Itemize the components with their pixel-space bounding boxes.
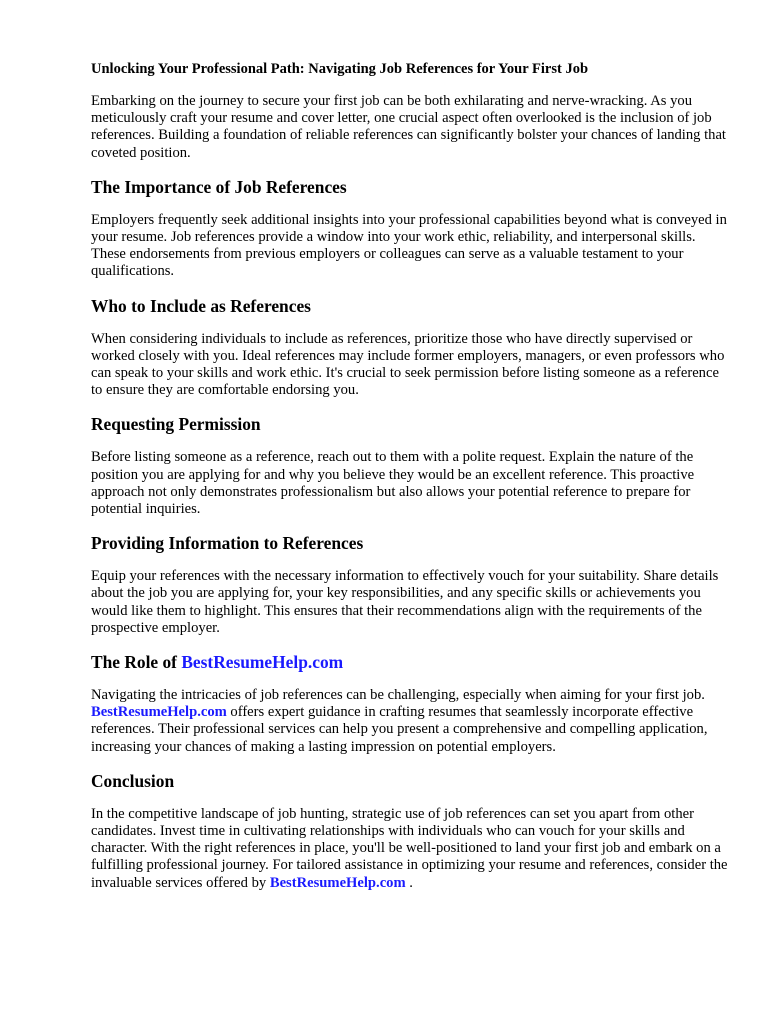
- paragraph-providing-information: Equip your references with the necessary information to effectively vouch for your suitability. Share details about the job you are applying for, your key responsibilities, and any specific skills or achievements you would like them to highlight. This ensures that their recommendations align with the requirements of the prospective employer.: [91, 568, 719, 636]
- heading-role-link[interactable]: BestResumeHelp.com: [181, 652, 344, 673]
- role-body-link[interactable]: BestResumeHelp.com: [91, 704, 227, 721]
- paragraph-conclusion: [91, 806, 731, 892]
- intro-paragraph: Embarking on the journey to secure your first job can be both exhilarating and nerve-wracking. As you meticulously craft your resume and cover letter, one crucial aspect often overlooked is the inclusion of job references. Building a foundation of reliable references can significantly bolster your chances of landing that coveted position.: [91, 93, 726, 161]
- heading-importance: The Importance of Job References: [91, 176, 347, 197]
- conclusion-text-before: In the competitive landscape of job hunting, strategic use of job references can set you apart from other candidates. Invest time in cultivating relationships with individuals who can vouch for your skills and character. With the right references in place, you'll be well-positioned to land your first job and embark on a fulfilling professional journey. For tailored assistance in optimizing your resume and references, consider the invaluable services offered by: [91, 805, 728, 891]
- heading-who-to-include: Who to Include as References: [91, 295, 311, 316]
- heading-role-prefix: The Role of: [91, 652, 182, 673]
- conclusion-body-link[interactable]: BestResumeHelp.com: [269, 874, 406, 891]
- heading-role: [91, 652, 731, 673]
- role-text-after: offers expert guidance in crafting resumes that seamlessly incorporate effective references. Their professional services can help you present a comprehensive and compelling application, increasing your chances of making a lasting impression on potential employers.: [91, 704, 708, 755]
- heading-conclusion: Conclusion: [91, 770, 175, 791]
- document-title: Unlocking Your Professional Path: Navigating Job References for Your First Job: [91, 61, 589, 77]
- paragraph-requesting-permission: Before listing someone as a reference, reach out to them with a polite request. Explain the nature of the position you are applying for and why you believe they would be an excellent reference. This proactive approach not only demonstrates professionalism but also allows your potential reference to prepare for potential inquiries.: [91, 449, 695, 518]
- role-text-before: Navigating the intricacies of job references can be challenging, especially when aiming for your first job.: [91, 687, 705, 704]
- paragraph-importance: Employers frequently seek additional insights into your professional capabilities beyond what is conveyed in your resume. Job references provide a window into your work ethic, reliability, and interpersonal skills. These endorsements from previous employers or colleagues can serve as a valuable testament to your qualifications.: [91, 211, 727, 280]
- heading-providing-information: Providing Information to References: [91, 533, 364, 554]
- paragraph-role: [91, 687, 731, 756]
- document-page: [91, 60, 731, 907]
- paragraph-who-to-include: When considering individuals to include as references, prioritize those who have directly supervised or worked closely with you. Ideal references may include former employers, managers, or even professors who can speak to your skills and work ethic. It's crucial to seek permission before listing someone as a reference to ensure they are comfortable endorsing you.: [91, 330, 725, 399]
- heading-requesting-permission: Requesting Permission: [91, 414, 261, 435]
- conclusion-text-after: .: [405, 874, 413, 891]
